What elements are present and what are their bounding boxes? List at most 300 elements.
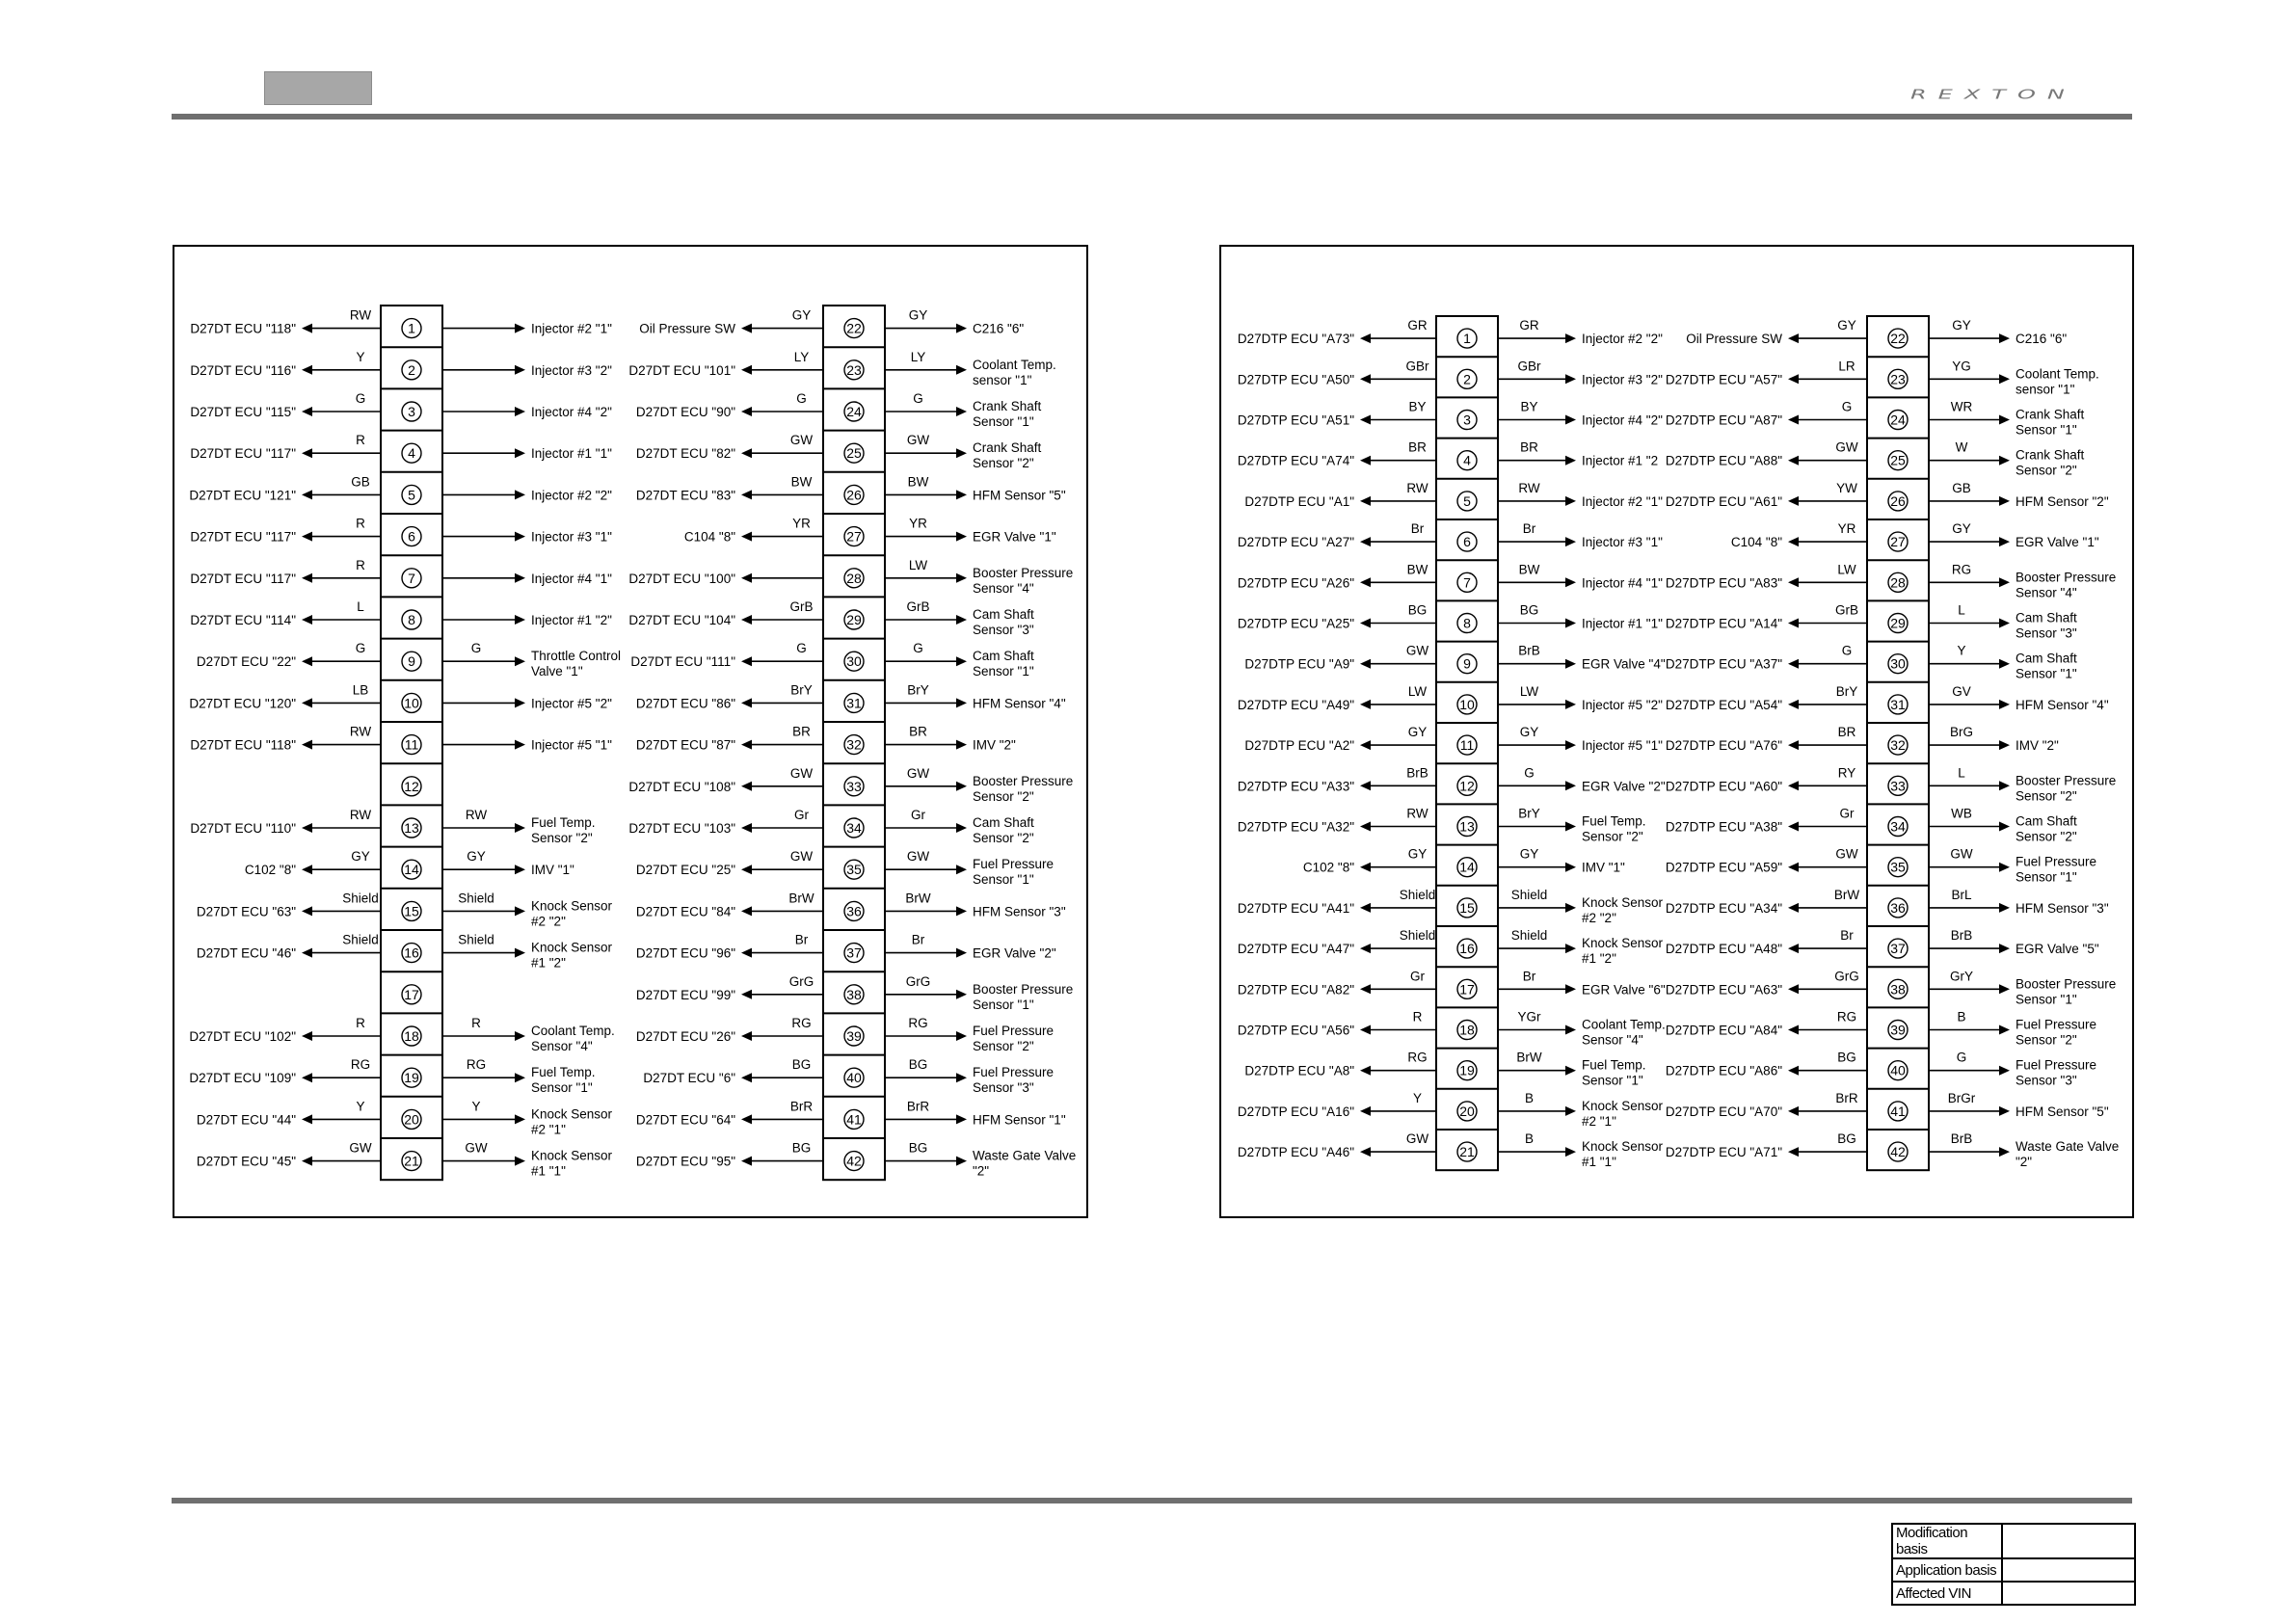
arrow-head bbox=[956, 365, 967, 375]
wire-color-label: BrW bbox=[1833, 887, 1860, 902]
source-label: D27DT ECU "63" bbox=[196, 904, 296, 919]
destination-label: Sensor "2" bbox=[2016, 1032, 2077, 1048]
arrow-head bbox=[956, 573, 967, 583]
pin-number: 39 bbox=[846, 1028, 862, 1044]
source-label: D27DTP ECU "A74" bbox=[1237, 453, 1354, 468]
destination-label: sensor "1" bbox=[973, 372, 1032, 387]
arrow-head bbox=[302, 532, 312, 542]
destination-label: Injector #1 "2 bbox=[1582, 453, 1659, 468]
pin-number: 20 bbox=[404, 1111, 419, 1128]
pin-number: 29 bbox=[1890, 615, 1906, 631]
arrow-head bbox=[515, 948, 525, 958]
info-label: Modification basis bbox=[1892, 1524, 2002, 1558]
arrow-head bbox=[1999, 781, 2010, 790]
source-label: D27DTP ECU "A57" bbox=[1665, 372, 1782, 387]
connector-diagram-right bbox=[1219, 245, 2134, 1218]
pin-number: 41 bbox=[1890, 1103, 1906, 1119]
arrow-head bbox=[515, 615, 525, 625]
arrow-head bbox=[1788, 374, 1799, 384]
wire-color-label: YR bbox=[909, 516, 927, 531]
arrow-head bbox=[956, 656, 967, 666]
wire-color-label: BrY bbox=[1518, 806, 1540, 821]
wire-color-label: R bbox=[356, 1016, 365, 1030]
arrow-head bbox=[741, 448, 752, 458]
destination-label: Injector #5 "1" bbox=[531, 737, 612, 753]
source-label: D27DTP ECU "A84" bbox=[1665, 1023, 1782, 1038]
arrow-head bbox=[515, 1157, 525, 1166]
destination-label: Injector #3 "2" bbox=[531, 362, 612, 378]
destination-label: #2 "1" bbox=[531, 1122, 566, 1137]
arrow-head bbox=[956, 615, 967, 625]
arrow-head bbox=[1999, 984, 2010, 994]
arrow-head bbox=[302, 948, 312, 958]
wire-color-label: BrW bbox=[1516, 1050, 1542, 1065]
source-label: D27DT ECU "44" bbox=[196, 1112, 296, 1128]
destination-label: Waste Gate Valve bbox=[973, 1148, 1077, 1163]
wire-color-label: G bbox=[796, 641, 807, 656]
destination-label: Coolant Temp. bbox=[2016, 366, 2099, 382]
source-label: D27DTP ECU "A14" bbox=[1665, 616, 1782, 631]
arrow-head bbox=[956, 782, 967, 791]
arrow-head bbox=[1788, 537, 1799, 546]
pin-number: 37 bbox=[1890, 941, 1906, 957]
arrow-head bbox=[956, 948, 967, 958]
arrow-head bbox=[1360, 822, 1371, 832]
wire-color-label: GY bbox=[1952, 318, 1971, 333]
wire-color-label: BR bbox=[909, 724, 927, 739]
pin-number: 2 bbox=[1463, 371, 1471, 387]
wire-color-label: GW bbox=[1950, 846, 1973, 862]
arrow-head bbox=[1999, 537, 2010, 546]
source-label: D27DT ECU "101" bbox=[628, 362, 735, 378]
pin-number: 19 bbox=[1459, 1062, 1475, 1078]
arrow-head bbox=[1565, 496, 1576, 506]
arrow-head bbox=[302, 573, 312, 583]
destination-label: Fuel Pressure bbox=[2016, 1057, 2097, 1073]
wire-color-label: GY bbox=[908, 307, 928, 323]
source-label: D27DTP ECU "A71" bbox=[1665, 1145, 1782, 1160]
arrow-head bbox=[741, 490, 752, 499]
wire-color-label: G bbox=[1841, 643, 1853, 658]
arrow-head bbox=[956, 865, 967, 874]
pin-number: 34 bbox=[846, 820, 862, 836]
source-label: D27DTP ECU "A87" bbox=[1665, 412, 1782, 428]
wire-color-label: GY bbox=[1407, 846, 1428, 862]
source-label: D27DTP ECU "A27" bbox=[1237, 535, 1354, 550]
destination-label: #2 "1" bbox=[1582, 1113, 1616, 1129]
source-label: D27DTP ECU "A48" bbox=[1665, 942, 1782, 957]
pin-number: 38 bbox=[1890, 981, 1906, 998]
arrow-head bbox=[1999, 333, 2010, 343]
arrow-head bbox=[1999, 415, 2010, 425]
arrow-head bbox=[302, 615, 312, 625]
wire-color-label: W bbox=[1955, 439, 1968, 455]
arrow-head bbox=[1360, 903, 1371, 913]
destination-label: IMV "2" bbox=[2016, 738, 2059, 754]
pin-number: 7 bbox=[1463, 574, 1471, 591]
arrow-head bbox=[1999, 456, 2010, 466]
destination-label: Fuel Pressure bbox=[973, 1024, 1055, 1038]
source-label: D27DTP ECU "A34" bbox=[1665, 900, 1782, 916]
wire-color-label: GBr bbox=[1517, 359, 1541, 374]
arrow-head bbox=[302, 490, 312, 499]
wire-color-label: GrY bbox=[1949, 969, 1974, 984]
source-label: D27DTP ECU "A73" bbox=[1237, 332, 1354, 347]
arrow-head bbox=[741, 656, 752, 666]
arrow-head bbox=[302, 656, 312, 666]
destination-label: Cam Shaft bbox=[973, 649, 1034, 664]
arrow-head bbox=[1999, 496, 2010, 506]
pin-number: 14 bbox=[1459, 859, 1475, 875]
wire-color-label: BG bbox=[791, 1057, 812, 1073]
arrow-head bbox=[1999, 1147, 2010, 1157]
wire-color-label: BY bbox=[1520, 399, 1538, 414]
arrow-head bbox=[1360, 863, 1371, 872]
arrow-head bbox=[1360, 944, 1371, 953]
wire-color-label: Y bbox=[1412, 1090, 1423, 1105]
destination-label: Sensor "1" bbox=[531, 1080, 593, 1096]
source-label: D27DTP ECU "A51" bbox=[1237, 412, 1354, 428]
arrow-head bbox=[741, 865, 752, 874]
wire-color-label: B bbox=[1524, 1131, 1535, 1147]
source-label: D27DTP ECU "A63" bbox=[1665, 982, 1782, 998]
destination-label: HFM Sensor "5" bbox=[973, 488, 1066, 503]
wire-color-label: L bbox=[357, 599, 364, 614]
destination-label: Waste Gate Valve bbox=[2016, 1139, 2120, 1155]
arrow-head bbox=[741, 823, 752, 833]
wire-color-label: G bbox=[913, 641, 923, 656]
arrow-head bbox=[302, 1031, 312, 1041]
pin-number: 3 bbox=[408, 404, 415, 419]
arrow-head bbox=[1565, 415, 1576, 425]
arrow-head bbox=[956, 490, 967, 499]
arrow-head bbox=[1788, 577, 1799, 587]
pin-number: 26 bbox=[1890, 492, 1906, 509]
wire-color-label: G bbox=[1524, 765, 1535, 781]
wire-color-label: G bbox=[913, 391, 923, 406]
source-label: D27DTP ECU "A41" bbox=[1237, 900, 1354, 916]
source-label: D27DTP ECU "A37" bbox=[1665, 656, 1782, 672]
pin-number: 10 bbox=[404, 695, 419, 711]
source-label: D27DT ECU "87" bbox=[635, 737, 735, 753]
source-label: D27DT ECU "116" bbox=[190, 362, 296, 378]
source-label: D27DT ECU "86" bbox=[635, 696, 735, 711]
wire-color-label: BrL bbox=[1951, 887, 1972, 902]
wire-color-label: G bbox=[796, 391, 807, 406]
wire-color-label: Y bbox=[356, 349, 365, 364]
destination-label: Sensor "1" bbox=[973, 414, 1034, 429]
arrow-head bbox=[515, 906, 525, 916]
pin-number: 5 bbox=[408, 487, 415, 503]
source-label: D27DT ECU "100" bbox=[628, 571, 735, 586]
destination-label: Fuel Pressure bbox=[973, 1065, 1055, 1080]
destination-label: #2 "2" bbox=[1582, 910, 1616, 925]
arrow-head bbox=[302, 823, 312, 833]
arrow-head bbox=[1360, 333, 1371, 343]
destination-label: Injector #3 "1" bbox=[531, 529, 612, 545]
arrow-head bbox=[1360, 415, 1371, 425]
arrow-head bbox=[1999, 659, 2010, 669]
destination-label: Injector #5 "2" bbox=[1582, 697, 1663, 712]
arrow-head bbox=[741, 573, 752, 583]
wire-color-label: Br bbox=[1522, 969, 1536, 984]
pin-number: 9 bbox=[1463, 655, 1471, 672]
arrow-head bbox=[302, 365, 312, 375]
arrow-head bbox=[302, 1157, 312, 1166]
wire-color-label: GrG bbox=[788, 973, 814, 989]
pin-number: 28 bbox=[1890, 574, 1906, 591]
arrow-head bbox=[956, 740, 967, 750]
wire-color-label: BW bbox=[1518, 562, 1540, 577]
destination-label: Injector #4 "2" bbox=[1582, 412, 1663, 428]
arrow-head bbox=[1565, 863, 1576, 872]
wire-color-label: L bbox=[1958, 765, 1965, 781]
pin-number: 24 bbox=[1890, 412, 1906, 428]
pin-number: 6 bbox=[1463, 534, 1471, 550]
wire-color-label: BG bbox=[1519, 602, 1539, 618]
arrow-head bbox=[515, 1114, 525, 1124]
destination-label: HFM Sensor "3" bbox=[973, 904, 1066, 919]
pin-number: 15 bbox=[404, 903, 419, 919]
wire-color-label: Y bbox=[356, 1099, 365, 1114]
wire-color-label: BG bbox=[791, 1140, 812, 1156]
wire-color-label: L bbox=[1958, 602, 1965, 618]
pin-number: 12 bbox=[404, 778, 419, 794]
pin-number: 23 bbox=[846, 361, 862, 378]
source-label: D27DTP ECU "A38" bbox=[1665, 819, 1782, 835]
arrow-head bbox=[1788, 944, 1799, 953]
wire-color-label: RW bbox=[1406, 806, 1428, 821]
source-label: D27DT ECU "111" bbox=[630, 654, 735, 670]
wire-color-label: BrB bbox=[1406, 765, 1428, 781]
pin-number: 21 bbox=[404, 1153, 419, 1169]
pin-number: 11 bbox=[404, 736, 419, 753]
source-label: D27DT ECU "25" bbox=[635, 863, 735, 878]
wire-color-label: R bbox=[356, 557, 365, 572]
wire-color-label: YG bbox=[1952, 359, 1971, 374]
destination-label: Sensor "2" bbox=[2016, 829, 2077, 844]
arrow-head bbox=[741, 407, 752, 416]
arrow-head bbox=[1788, 415, 1799, 425]
arrow-head bbox=[1565, 619, 1576, 628]
source-label: Oil Pressure SW bbox=[1686, 332, 1782, 347]
destination-label: Sensor "1" bbox=[2016, 992, 2077, 1007]
pin-number: 34 bbox=[1890, 818, 1906, 835]
wire-color-label: RW bbox=[465, 808, 488, 822]
arrow-head bbox=[1999, 1025, 2010, 1035]
wire-color-label: Gr bbox=[1839, 806, 1855, 821]
wire-color-label: GW bbox=[1835, 846, 1858, 862]
destination-label: Crank Shaft bbox=[2016, 407, 2085, 422]
destination-label: Sensor "4" bbox=[2016, 585, 2077, 600]
source-label: D27DTP ECU "A50" bbox=[1237, 372, 1354, 387]
wire-color-label: BY bbox=[1408, 399, 1427, 414]
arrow-head bbox=[1360, 1106, 1371, 1116]
pin-number: 36 bbox=[1890, 899, 1906, 916]
destination-label: Valve "1" bbox=[531, 664, 583, 679]
arrow-head bbox=[1565, 1106, 1576, 1116]
wire-color-label: BrGr bbox=[1947, 1090, 1976, 1105]
arrow-head bbox=[1788, 984, 1799, 994]
pin-number: 36 bbox=[846, 903, 862, 919]
arrow-head bbox=[741, 532, 752, 542]
destination-label: Coolant Temp. bbox=[531, 1024, 615, 1038]
wire-color-label: GY bbox=[1519, 846, 1539, 862]
pin-number: 1 bbox=[408, 320, 415, 336]
source-label: D27DT ECU "114" bbox=[190, 613, 296, 627]
pin-number: 14 bbox=[404, 862, 419, 878]
source-label: D27DTP ECU "A16" bbox=[1237, 1104, 1354, 1119]
arrow-head bbox=[956, 407, 967, 416]
source-label: D27DTP ECU "A88" bbox=[1665, 453, 1782, 468]
arrow-head bbox=[1360, 537, 1371, 546]
source-label: D27DT ECU "83" bbox=[635, 488, 735, 503]
arrow-head bbox=[1565, 944, 1576, 953]
pin-number: 35 bbox=[1890, 859, 1906, 875]
arrow-head bbox=[956, 906, 967, 916]
source-label: D27DT ECU "102" bbox=[189, 1029, 296, 1044]
destination-label: Sensor "2" bbox=[973, 1039, 1034, 1053]
wire-color-label: GY bbox=[1837, 318, 1856, 333]
wire-color-label: R bbox=[471, 1016, 481, 1030]
source-label: D27DT ECU "84" bbox=[635, 904, 735, 919]
wire-color-label: LY bbox=[910, 349, 926, 364]
arrow-head bbox=[1360, 456, 1371, 466]
destination-label: EGR Valve "5" bbox=[2016, 942, 2099, 957]
pin-number: 16 bbox=[1459, 941, 1475, 957]
header-rule bbox=[172, 114, 2132, 120]
info-row bbox=[1892, 1558, 2135, 1582]
destination-label: C216 "6" bbox=[973, 321, 1025, 336]
pin-number: 15 bbox=[1459, 899, 1475, 916]
source-label: D27DT ECU "104" bbox=[628, 613, 735, 627]
destination-label: Throttle Control bbox=[531, 649, 622, 664]
wire-color-label: BG bbox=[908, 1140, 928, 1156]
source-label: D27DTP ECU "A47" bbox=[1237, 942, 1354, 957]
destination-label: Knock Sensor bbox=[531, 898, 613, 914]
wire-color-label: G bbox=[1956, 1050, 1967, 1065]
pin-number: 16 bbox=[404, 945, 419, 961]
source-label: D27DT ECU "117" bbox=[190, 446, 296, 462]
destination-label: EGR Valve "1" bbox=[973, 529, 1056, 545]
wire-color-label: LB bbox=[352, 682, 369, 698]
arrow-head bbox=[1788, 903, 1799, 913]
pin-number: 26 bbox=[846, 487, 862, 503]
pin-number: 25 bbox=[1890, 452, 1906, 468]
source-label: D27DT ECU "6" bbox=[643, 1071, 735, 1086]
pin-number: 8 bbox=[1463, 615, 1471, 631]
destination-label: Cam Shaft bbox=[2016, 610, 2077, 625]
arrow-head bbox=[1999, 944, 2010, 953]
pin-number: 4 bbox=[408, 445, 415, 462]
pin-number: 40 bbox=[846, 1070, 862, 1086]
wire-color-label: RG bbox=[350, 1057, 371, 1073]
arrow-head bbox=[1999, 577, 2010, 587]
source-label: D27DT ECU "95" bbox=[635, 1154, 735, 1169]
connector-diagram-left bbox=[173, 245, 1088, 1218]
wire-color-label: BG bbox=[908, 1057, 928, 1073]
destination-label: Injector #2 "1" bbox=[1582, 493, 1663, 509]
arrow-head bbox=[1565, 1147, 1576, 1157]
destination-label: #1 "2" bbox=[1582, 951, 1616, 967]
arrow-head bbox=[1565, 333, 1576, 343]
pin-number: 4 bbox=[1463, 452, 1471, 468]
wire-color-label: GBr bbox=[1405, 359, 1429, 374]
connector-diagram-right-svg bbox=[1221, 247, 2132, 1216]
source-label: D27DTP ECU "A32" bbox=[1237, 819, 1354, 835]
wire-color-label: BrB bbox=[1950, 928, 1973, 944]
destination-label: Injector #4 "2" bbox=[531, 405, 612, 419]
destination-label: Sensor "4" bbox=[1582, 1032, 1643, 1048]
arrow-head bbox=[515, 865, 525, 874]
wire-color-label: GW bbox=[906, 433, 930, 448]
destination-label: Fuel Pressure bbox=[973, 857, 1055, 872]
wire-color-label: GW bbox=[465, 1140, 488, 1156]
destination-label: Booster Pressure bbox=[2016, 976, 2117, 992]
arrow-head bbox=[956, 1157, 967, 1166]
pin-number: 42 bbox=[1890, 1144, 1906, 1160]
destination-label: Sensor "2" bbox=[973, 788, 1034, 804]
pin-number: 12 bbox=[1459, 778, 1475, 794]
source-label: D27DTP ECU "A61" bbox=[1665, 493, 1782, 509]
wire-color-label: GY bbox=[467, 849, 486, 865]
wire-color-label: Y bbox=[1957, 643, 1966, 658]
wire-color-label: LR bbox=[1838, 359, 1855, 374]
arrow-head bbox=[515, 823, 525, 833]
pin-number: 23 bbox=[1890, 371, 1906, 387]
source-label: D27DT ECU "26" bbox=[635, 1029, 735, 1044]
pin-number: 20 bbox=[1459, 1103, 1475, 1119]
arrow-head bbox=[1999, 903, 2010, 913]
wire-color-label: Br bbox=[1410, 521, 1425, 537]
destination-label: Knock Sensor bbox=[1582, 1098, 1664, 1113]
wire-color-label: GW bbox=[789, 765, 814, 781]
arrow-head bbox=[1788, 619, 1799, 628]
wire-color-label: BrY bbox=[790, 682, 813, 698]
wire-color-label: GW bbox=[906, 765, 930, 781]
arrow-head bbox=[515, 490, 525, 499]
source-label: C102 "8" bbox=[244, 863, 296, 878]
arrow-head bbox=[1788, 333, 1799, 343]
arrow-head bbox=[1788, 496, 1799, 506]
arrow-head bbox=[1360, 374, 1371, 384]
source-label: D27DTP ECU "A26" bbox=[1237, 575, 1354, 591]
destination-label: Injector #4 "1" bbox=[1582, 575, 1663, 591]
pin-number: 9 bbox=[408, 653, 415, 670]
arrow-head bbox=[1360, 740, 1371, 750]
arrow-head bbox=[1565, 577, 1576, 587]
destination-label: Fuel Pressure bbox=[2016, 1017, 2097, 1032]
arrow-head bbox=[302, 1073, 312, 1082]
wire-color-label: BR bbox=[1520, 439, 1538, 455]
pin-number: 18 bbox=[1459, 1022, 1475, 1038]
arrow-head bbox=[1360, 659, 1371, 669]
wire-color-label: LW bbox=[1519, 683, 1539, 699]
arrow-head bbox=[741, 740, 752, 750]
source-label: D27DT ECU "108" bbox=[628, 779, 735, 794]
destination-label: Sensor "2" bbox=[973, 831, 1034, 845]
destination-label: #1 "2" bbox=[531, 955, 566, 971]
pin-number: 18 bbox=[404, 1028, 419, 1044]
info-value bbox=[2002, 1558, 2135, 1582]
wire-color-label: GY bbox=[791, 307, 812, 323]
source-label: D27DTP ECU "A8" bbox=[1244, 1063, 1354, 1078]
source-label: D27DT ECU "46" bbox=[196, 945, 296, 961]
destination-label: HFM Sensor "5" bbox=[2016, 1104, 2109, 1119]
info-label: Affected VIN bbox=[1892, 1582, 2002, 1605]
wire-color-label: RG bbox=[908, 1016, 928, 1030]
pin-number: 22 bbox=[846, 320, 862, 336]
